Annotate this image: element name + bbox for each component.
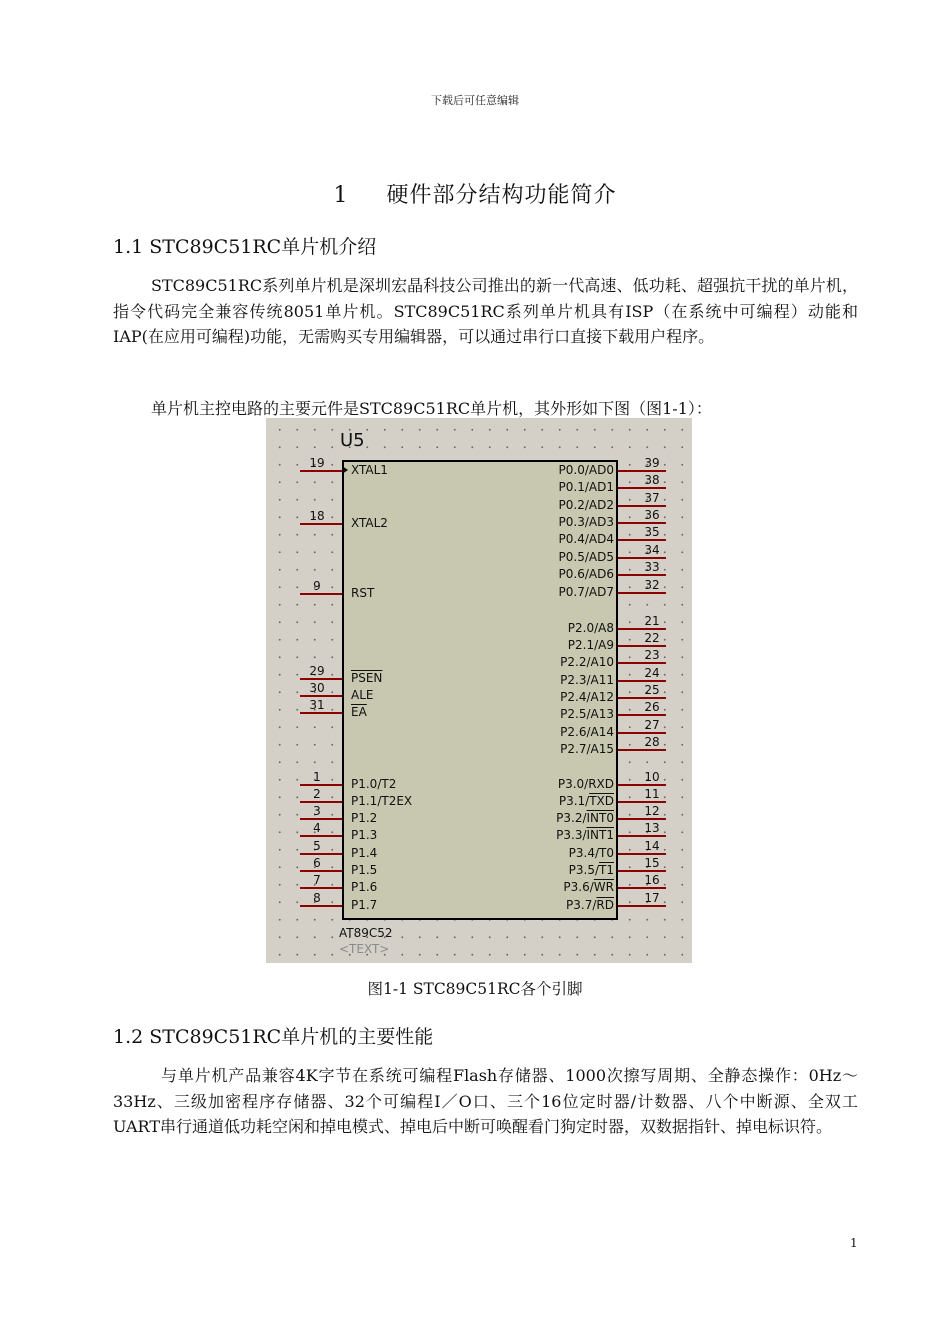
chip-pinout-figure	[266, 418, 692, 963]
left-pin-number: 4	[313, 821, 321, 835]
left-pin-name: XTAL2	[351, 516, 388, 530]
right-pin-number: 25	[644, 683, 660, 697]
right-pin-name: P3.4/T0	[568, 846, 614, 860]
left-pin-name: P1.7	[351, 898, 378, 912]
right-pin-line	[618, 487, 666, 489]
right-pin-line	[618, 539, 666, 541]
right-pin-line	[618, 818, 666, 820]
left-pin-name: $\overline{EA}$	[351, 705, 367, 719]
right-pin-line	[618, 628, 666, 630]
right-pin-name: P2.0/A8	[567, 621, 614, 635]
right-pin-name: P0.5/AD5	[558, 550, 614, 564]
right-pin-number: 24	[644, 666, 660, 680]
left-pin-number: 5	[313, 839, 321, 853]
right-pin-line	[618, 662, 666, 664]
section-1-1-heading: 1.1 STC89C51RC单片机介绍	[113, 236, 377, 258]
left-pin-line	[300, 593, 342, 595]
right-pin-line	[618, 697, 666, 699]
right-pin-name: P2.4/A12	[560, 690, 614, 704]
right-pin-name: $P3.1/\overline{TXD}$	[558, 794, 614, 808]
right-pin-number: 17	[644, 891, 660, 905]
left-pin-number: 31	[309, 698, 325, 712]
left-pin-name: P1.0/T2	[351, 777, 397, 791]
chip-refdes: U5	[340, 430, 365, 451]
left-pin-name: P1.3	[351, 828, 378, 842]
right-pin-line	[618, 574, 666, 576]
right-pin-line	[618, 870, 666, 872]
right-pin-number: 11	[644, 787, 660, 801]
left-pin-line	[300, 523, 342, 525]
right-pin-name: P0.3/AD3	[558, 515, 614, 529]
left-pin-line	[300, 905, 342, 907]
left-pin-line	[300, 784, 342, 786]
right-pin-name: P0.2/AD2	[558, 498, 614, 512]
section-1-1-paragraph-2: 单片机主控电路的主要元件是STC89C51RC单片机，其外形如下图（图1-1）：	[151, 399, 712, 418]
right-pin-name: P3.2/INT0	[556, 811, 614, 825]
right-pin-number: 39	[644, 456, 660, 470]
section-1-2-paragraph-1: 与单片机产品兼容4K字节在系统可编程Flash存储器、1000次擦写周期、全静态操作：0Hz～33Hz、三级加密程序存储器、32个可编程I／O口、三个16位定时器/计数器、八个中断源、全双工UART串行通道低功耗空闲和掉电模式、掉电后中断可唤醒看门狗定时器，双数据指针、掉电标识符。	[113, 1066, 858, 1136]
right-pin-number: 16	[644, 873, 660, 887]
chip-text-placeholder: <TEXT>	[339, 942, 390, 956]
left-pin-name: PSEN	[351, 671, 383, 685]
left-pin-line	[300, 695, 342, 697]
right-pin-number: 10	[644, 770, 660, 784]
right-pin-line	[618, 853, 666, 855]
right-pin-number: 33	[644, 560, 660, 574]
chip-part-name: AT89C52	[339, 926, 393, 940]
right-pin-line	[618, 522, 666, 524]
left-pin-number: 6	[313, 856, 321, 870]
right-pin-number: 15	[644, 856, 660, 870]
right-pin-line	[618, 714, 666, 716]
clock-input-marker	[342, 466, 348, 474]
right-pin-number: 38	[644, 473, 660, 487]
right-pin-number: 13	[644, 821, 660, 835]
left-pin-line	[300, 870, 342, 872]
section-1-1-paragraph-1: STC89C51RC系列单片机是深圳宏晶科技公司推出的新一代高速、低功耗、超强抗干扰的单片机，指令代码完全兼容传统8051单片机。STC89C51RC系列单片机具有ISP（在系统中可编程）动能和IAP(在应用可编程)功能，无需购买专用编辑器，可以通过串行口直接下载用户程序。	[113, 276, 858, 346]
chapter-title	[0, 178, 950, 209]
right-pin-line	[618, 680, 666, 682]
left-pin-name: P1.5	[351, 863, 378, 877]
right-pin-line	[618, 784, 666, 786]
right-pin-line	[618, 470, 666, 472]
left-pin-number: 9	[313, 579, 321, 593]
right-pin-name: P2.5/A13	[560, 707, 614, 721]
chapter-title-text: 硬件部分结构功能简介	[386, 183, 617, 208]
right-pin-name: P0.4/AD4	[558, 532, 614, 546]
right-pin-name: P3.3/INT1	[556, 828, 614, 842]
right-pin-number: 21	[644, 614, 660, 628]
right-pin-line	[618, 835, 666, 837]
right-pin-number: 12	[644, 804, 660, 818]
right-pin-name: P2.3/A11	[560, 673, 614, 687]
page-header: 下载后可任意编辑	[431, 94, 519, 107]
left-pin-number: 30	[309, 681, 325, 695]
right-pin-number: 28	[644, 735, 660, 749]
right-pin-line	[618, 887, 666, 889]
right-pin-line	[618, 732, 666, 734]
right-pin-number: 36	[644, 508, 660, 522]
left-pin-line	[300, 470, 342, 472]
right-pin-number: 14	[644, 839, 660, 853]
chapter-number: 1	[333, 183, 349, 208]
right-pin-name: P2.6/A14	[560, 725, 614, 739]
left-pin-line	[300, 887, 342, 889]
right-pin-number: 34	[644, 543, 660, 557]
left-pin-name: ALE	[351, 688, 374, 702]
right-pin-name: P0.0/AD0	[558, 463, 614, 477]
left-pin-number: 29	[309, 664, 325, 678]
left-pin-line	[300, 835, 342, 837]
left-pin-number: 8	[313, 891, 321, 905]
left-pin-name: XTAL1	[351, 463, 388, 477]
left-pin-line	[300, 853, 342, 855]
right-pin-name: P3.5/T1	[568, 863, 614, 877]
right-pin-number: 22	[644, 631, 660, 645]
section-1-2-heading: 1.2 STC89C51RC单片机的主要性能	[113, 1026, 434, 1048]
right-pin-number: 35	[644, 525, 660, 539]
right-pin-number: 27	[644, 718, 660, 732]
right-pin-name: $P3.6/\overline{WR}$	[563, 880, 614, 894]
left-pin-name: P1.1/T2EX	[351, 794, 413, 808]
right-pin-name: P2.1/A9	[567, 638, 614, 652]
right-pin-number: 26	[644, 700, 660, 714]
right-pin-name: P0.6/AD6	[558, 567, 614, 581]
left-pin-number: 19	[309, 456, 325, 470]
right-pin-name: $P3.7/\overline{RD}$	[566, 898, 614, 912]
right-pin-name: P2.2/A10	[560, 655, 614, 669]
left-pin-line	[300, 678, 342, 680]
right-pin-name: P0.7/AD7	[558, 585, 614, 599]
right-pin-name: P2.7/A15	[560, 742, 614, 756]
right-pin-number: 23	[644, 648, 660, 662]
page-number: 1	[850, 1236, 858, 1250]
right-pin-line	[618, 749, 666, 751]
left-pin-number: 18	[309, 509, 325, 523]
right-pin-line	[618, 592, 666, 594]
right-pin-number: 32	[644, 578, 660, 592]
right-pin-line	[618, 905, 666, 907]
right-pin-name: P0.1/AD1	[558, 480, 614, 494]
left-pin-name: P1.2	[351, 811, 378, 825]
left-pin-line	[300, 818, 342, 820]
right-pin-name: P3.0/RXD	[557, 777, 614, 791]
left-pin-number: 1	[313, 770, 321, 784]
right-pin-line	[618, 505, 666, 507]
left-pin-line	[300, 712, 342, 714]
left-pin-line	[300, 801, 342, 803]
left-pin-number: 3	[313, 804, 321, 818]
right-pin-line	[618, 557, 666, 559]
left-pin-number: 2	[313, 787, 321, 801]
left-pin-name: P1.4	[351, 846, 378, 860]
right-pin-number: 37	[644, 491, 660, 505]
figure-caption: 图1-1 STC89C51RC各个引脚	[367, 980, 583, 998]
left-pin-name: P1.6	[351, 880, 378, 894]
left-pin-name: RST	[351, 586, 375, 600]
right-pin-line	[618, 645, 666, 647]
right-pin-line	[618, 801, 666, 803]
left-pin-number: 7	[313, 873, 321, 887]
